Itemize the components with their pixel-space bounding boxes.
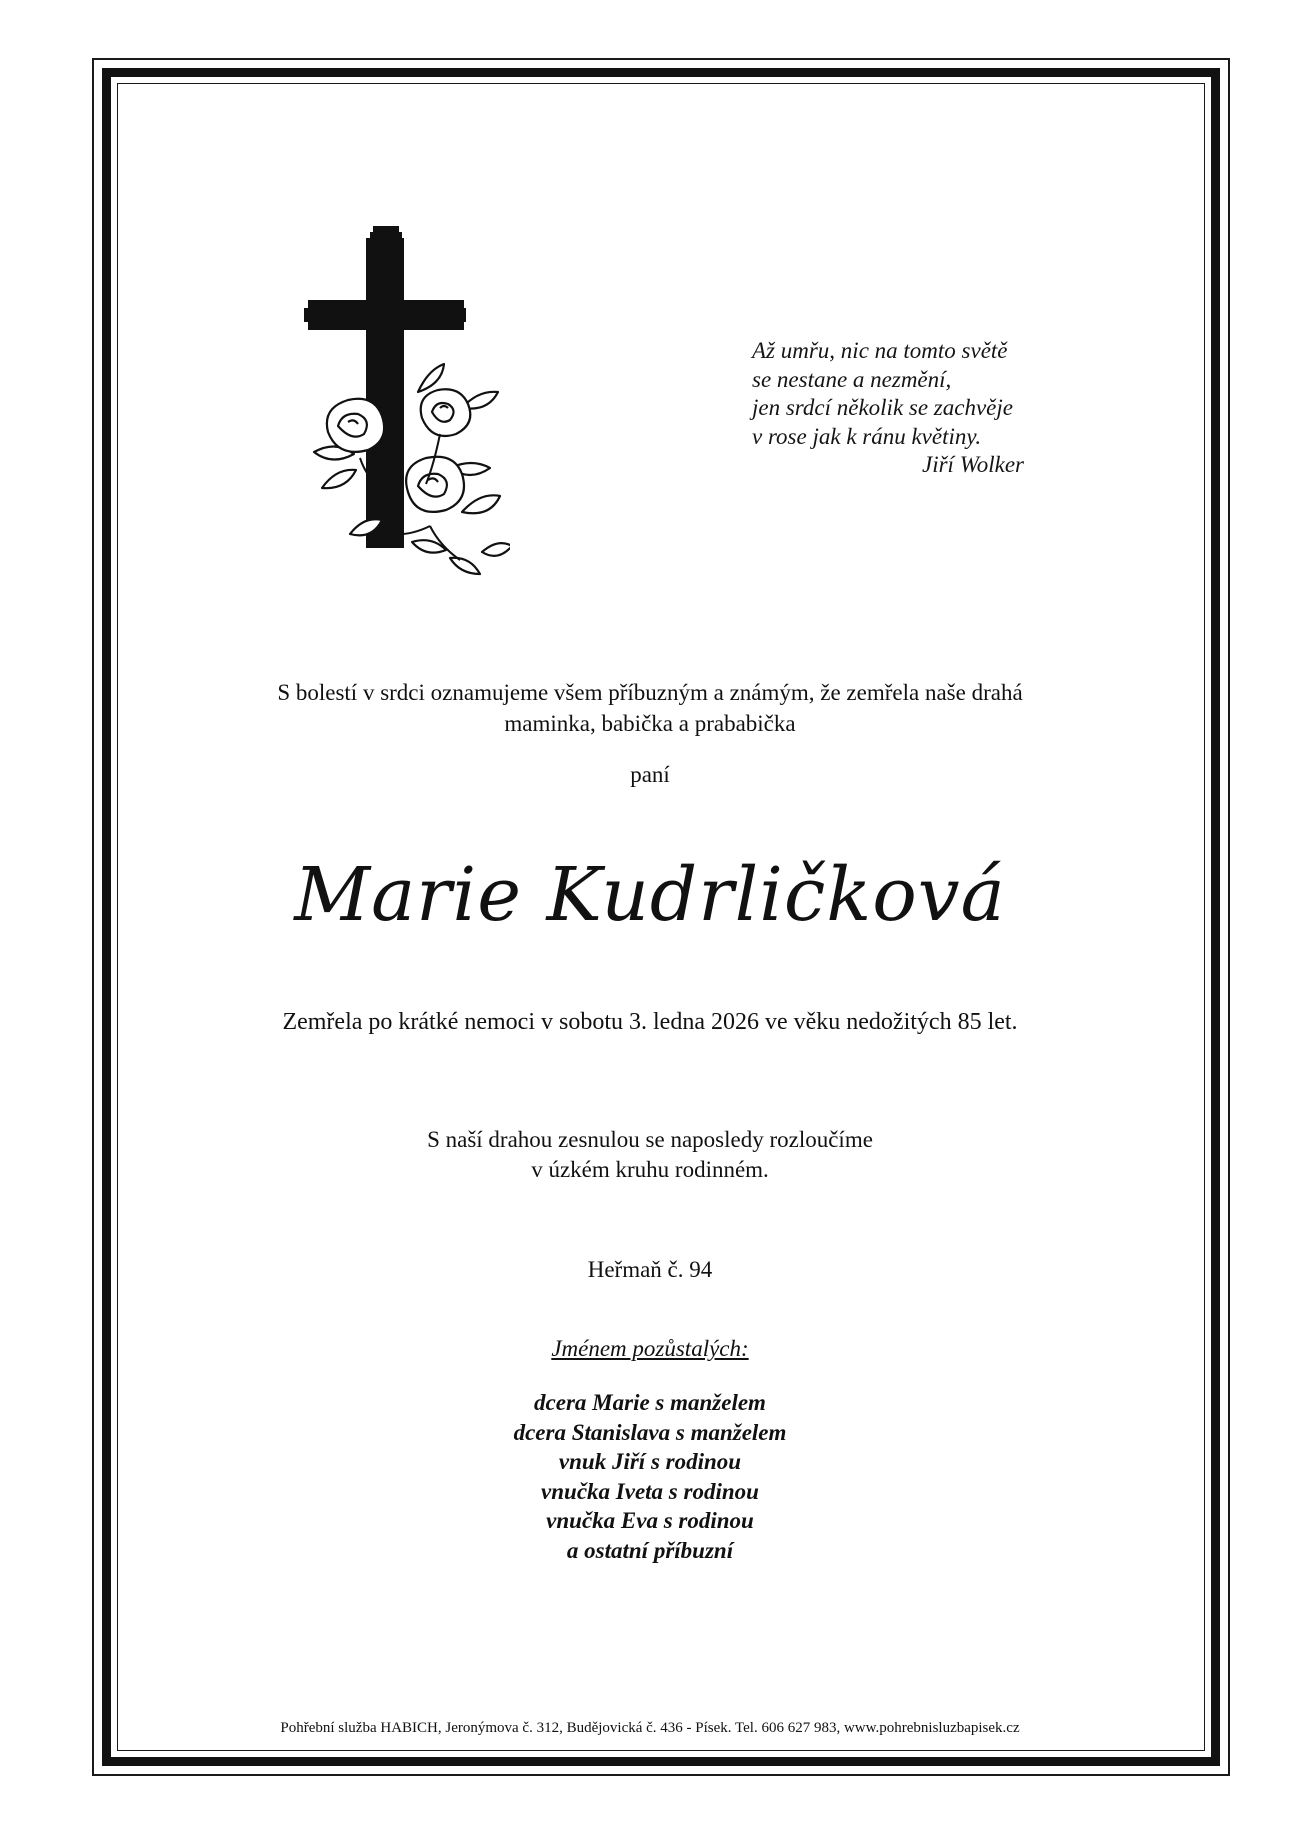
poem-line: jen srdcí několik se zachvěje: [752, 395, 1013, 420]
mourner-item: vnuk Jiří s rodinou: [558, 1449, 742, 1474]
farewell-line: S naší drahou zesnulou se naposledy rozloučíme: [427, 1127, 873, 1152]
mourners-list: [0, 1388, 1300, 1565]
farewell-line: v úzkém kruhu rodinném.: [531, 1157, 769, 1182]
farewell-note: [0, 1125, 1300, 1185]
announcement-line: maminka, babička a prababička: [504, 711, 796, 736]
address: Heřmaň č. 94: [587, 1257, 713, 1282]
mourner-item: dcera Stanislava s manželem: [513, 1419, 787, 1445]
mourner-item: vnučka Eva s rodinou: [546, 1508, 754, 1533]
mourner-item: a ostatní příbuzní: [566, 1537, 734, 1563]
cross-with-roses-icon: [300, 222, 510, 592]
deceased-name: Marie Kudrličková: [294, 852, 1006, 938]
mourner-item: dcera Marie s manželem: [534, 1390, 766, 1415]
poem-block: [752, 337, 1092, 480]
death-info: Zemřela po krátké nemoci v sobotu 3. ledna 2026 ve věku nedožitých 85 let.: [282, 1009, 1018, 1035]
poem-line: Až umřu, nic na tomto světě: [752, 338, 1008, 363]
mourner-item: vnučka Iveta s rodinou: [541, 1478, 759, 1504]
funeral-service-footer: Pohřební služba HABICH, Jeronýmova č. 312, Budějovická č. 436 - Písek. Tel. 606 627 983, www.pohrebnisluzbapisek.cz: [280, 1720, 1020, 1736]
announcement: [0, 677, 1300, 739]
signature-heading: Jménem pozůstalých:: [551, 1336, 749, 1361]
honorific-title: paní: [630, 762, 670, 787]
poem-author: Jiří Wolker: [922, 452, 1024, 477]
announcement-line: S bolestí v srdci oznamujeme všem příbuzným a známým, že zemřela naše drahá: [277, 680, 1023, 705]
poem-line: se nestane a nezmění,: [752, 366, 952, 392]
poem-line: v rose jak k ránu květiny.: [752, 423, 982, 449]
